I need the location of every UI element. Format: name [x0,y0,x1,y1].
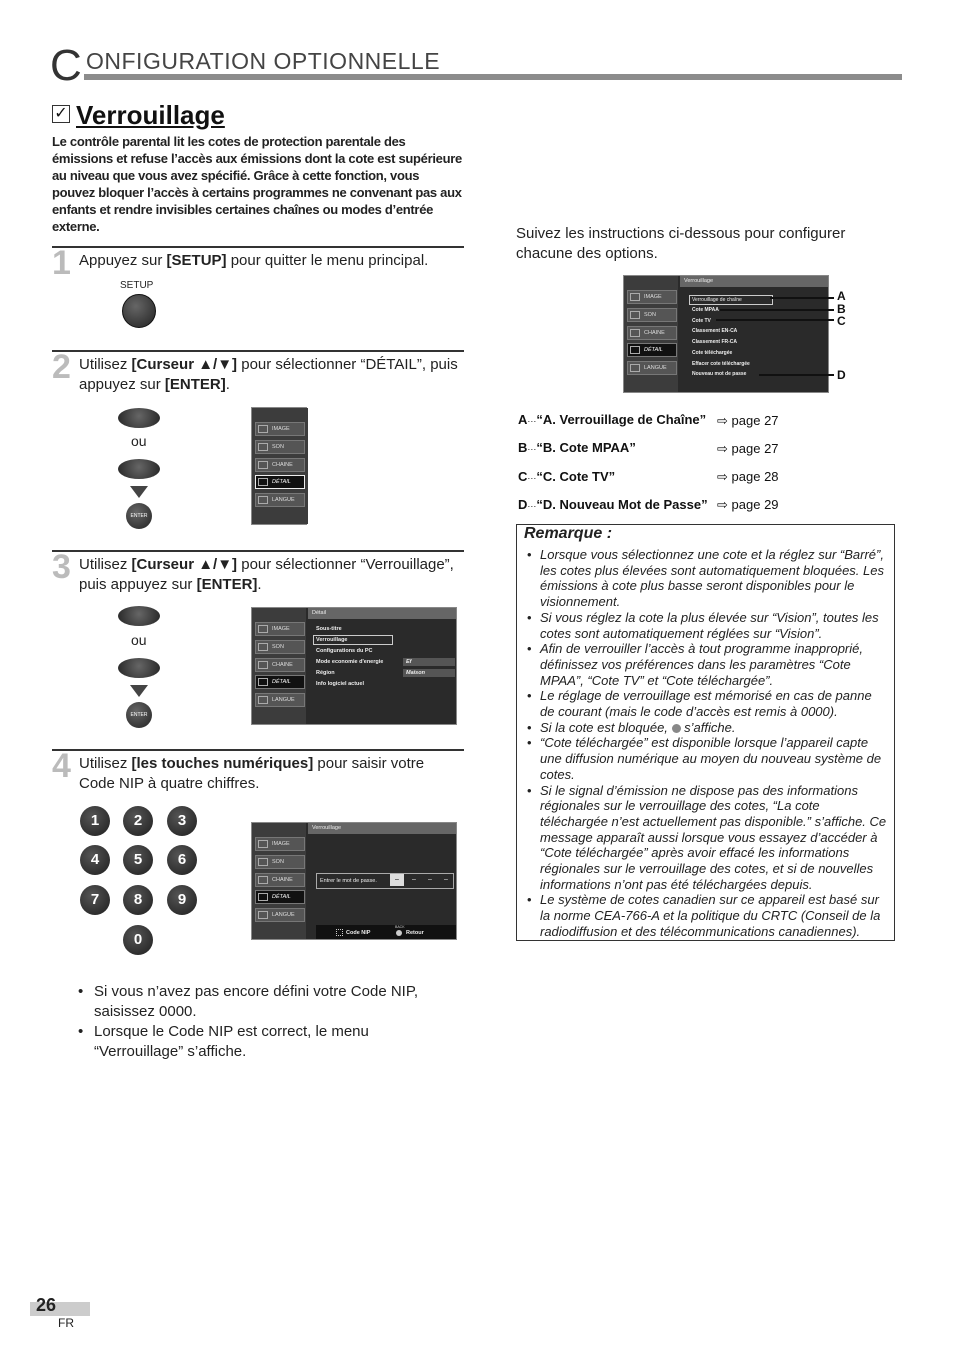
number-key-9[interactable]: 9 [167,885,197,915]
step-2-post: . [225,376,230,393]
right-intro: Suivez les instructions ci-dessous pour configurer chacune des options. [516,225,846,262]
lock-icon [672,724,681,733]
language-icon [258,496,268,504]
channel-icon [258,876,268,884]
header-initial: C [50,41,82,90]
remarque-item: • Lorsque vous sélectionnez une cote et la réglez sur “Barré”, les cotes plus élevées sont automatiquement bloquées. Les émissions à cote plus basse seront disponibles pour le visionnement. [525,547,887,610]
remarque-list [525,547,887,940]
lock-item: Classement EN-CA [692,328,738,334]
callout-line-a [770,297,834,299]
menu-item-langue: LANGUE [255,493,305,507]
callout-c: C [837,314,846,328]
page-language: FR [58,1316,74,1330]
setup-label: SETUP [120,280,154,291]
language-icon [258,696,268,704]
detail-item-selected: Verrouillage [313,635,393,645]
step-3-pre: Utilisez [79,556,132,573]
channel-icon [258,661,268,669]
step-4-text [79,754,464,794]
lock-item: Nouveau mot de passe [692,371,747,377]
ref-page-d[interactable]: ⇨ page 29 [717,497,779,512]
number-key-6[interactable]: 6 [167,845,197,875]
footer-back-label: Retour [406,930,424,936]
step-1-pre: Appuyez sur [79,252,167,269]
pin-note: • Lorsque le Code NIP est correct, le menu “Verrouillage” s’affiche. [76,1022,448,1062]
checkbox-icon: ✓ [52,105,70,123]
sound-icon [630,311,640,319]
number-key-1[interactable]: 1 [80,806,110,836]
number-key-8[interactable]: 8 [123,885,153,915]
step-2-number: 2 [52,348,71,386]
number-key-5[interactable]: 5 [123,845,153,875]
cursor-up-button[interactable] [118,408,160,428]
remarque-item: • Le système de cotes canadien sur ce appareil est basé sur la norme CEA-766-A et la politique du CRTC (Conseil de la radiodiffusion et des télécommunications canadiennes). [525,892,887,939]
main-menu-screen [251,407,307,525]
callout-d: D [837,368,846,382]
back-button-icon [396,930,402,936]
section-title-text: Verrouillage [76,100,225,130]
ref-row-c: C···“C. Cote TV” [518,469,616,484]
menu-item-detail: DÉTAIL [627,343,677,357]
step-1-key: [SETUP] [166,252,227,269]
energy-value: Ef [403,658,455,666]
image-icon [258,425,268,433]
callout-line-c [716,319,834,321]
ref-row-a: A···“A. Verrouillage de Chaîne” [518,412,707,427]
step-2-key: [Curseur ▲/▼] [131,356,238,373]
menu-item-detail: DÉTAIL [255,890,305,904]
pin-prompt: Entrer le mot de passe. [320,878,377,884]
menu-item-son: SON [255,440,305,454]
keypad-icon [336,929,343,936]
remarque-title: Remarque : [524,525,613,542]
step-3-key2: [ENTER] [196,576,258,593]
image-icon [258,840,268,848]
step-1-mid: pour quitter le menu principal. [226,252,429,269]
setup-button[interactable] [122,294,156,328]
step-3-number: 3 [52,548,71,586]
sound-icon [258,643,268,651]
remarque-item: • Si vous réglez la cote la plus élevée sur “Vision”, toutes les cotes sont automatiquement réglées sur “Vision”. [525,610,887,641]
section-title [52,100,225,131]
remarque-item: • “Cote téléchargée” est disponible lorsque l’appareil capte une diffusion numérique au moyen du nouveau système de cotes. [525,735,887,782]
language-icon [258,911,268,919]
menu-item-langue: LANGUE [627,361,677,375]
remarque-item: • Afin de verrouiller l’accès à tout programme inapproprié, définissez vos préférences dans les paramètres “Cote MPAA”, “Cote TV” et “Cote téléchargée”. [525,641,887,688]
cursor-up-button-2[interactable] [118,606,160,626]
step-4-mid: pour saisir votre Code NIP à quatre chiffres. [79,755,425,792]
arrow-down-icon [130,486,148,498]
step-4-rule [52,749,464,751]
lock-item-selected: Verrouillage de chaîne [689,295,773,305]
menu-item-image: IMAGE [255,622,305,636]
cursor-down-button[interactable] [118,459,160,479]
step-1-text [79,251,464,271]
step-4-pre: Utilisez [79,755,132,772]
ref-page-c[interactable]: ⇨ page 28 [717,469,779,484]
ref-page-a[interactable]: ⇨ page 27 [717,413,779,428]
menu-item-chaine: CHAINE [255,658,305,672]
region-value: Maison [403,669,455,677]
step-1-number: 1 [52,244,71,282]
ref-row-b: B···“B. Cote MPAA” [518,440,636,455]
lock-item: Cote MPAA [692,307,719,313]
image-icon [630,293,640,301]
page-number: 26 [36,1295,57,1315]
pin-digit-1[interactable]: – [390,874,404,886]
detail-icon [258,478,268,486]
step-2-mid: pour sélectionner “DÉTAIL”, puis appuyez sur [79,356,458,393]
number-key-4[interactable]: 4 [80,845,110,875]
detail-menu-screen [251,607,457,725]
channel-icon [258,461,268,469]
menu-item-son: SON [255,855,305,869]
number-key-2[interactable]: 2 [123,806,153,836]
menu-item-son: SON [255,640,305,654]
lock-item: Classement FR-CA [692,339,738,345]
step-3-mid: pour sélectionner “Verrouillage”, puis appuyez sur [79,556,454,593]
step-2-key2: [ENTER] [164,376,226,393]
remarque-box [516,524,895,941]
pin-menu-title: Verrouillage [308,823,456,834]
detail-item: Configurations du PC [316,648,373,654]
menu-item-image: IMAGE [255,422,305,436]
arrow-right-icon: ⇨ [717,413,728,428]
channel-icon [630,329,640,337]
callout-b: B [837,302,846,316]
step-4-number: 4 [52,747,71,785]
section-intro: Le contrôle parental lit les cotes de protection parentale des émissions et refuse l’accès aux émissions dont la cote est supérieure au niveau que vous avez spécifié. Grâce à cette fonction, vous pouvez bloquer l’accès à certains programmes ne convenant pas aux enfants et rendre invisibles certaines chaînes ou modes d’entrée externe. [52,134,462,234]
step-2-pre: Utilisez [79,356,132,373]
menu-item-image: IMAGE [627,290,677,304]
cursor-down-button-2[interactable] [118,658,160,678]
menu-item-image: IMAGE [255,837,305,851]
step-3-post: . [257,576,262,593]
step-3-text [79,555,464,595]
menu-item-detail: DÉTAIL [255,675,305,689]
remarque-item: • Si le signal d’émission ne dispose pas des informations régionales sur le verrouillage des cotes, “La cote téléchargée n’est actuellement pas disponible.” s’affiche. Ce message apparaît aussi lorsque vous essayez d’accéder à “Cote téléchargée” après avoir effacé les informations régionales sur le verrouillage des cotes, et si de nouvelles informations n’ont pas été téléchargées depuis. [525,783,887,893]
detail-icon [258,893,268,901]
pin-menu-screen [251,822,457,940]
lock-item: Cote téléchargée [692,350,733,356]
menu-item-chaine: CHAINE [627,326,677,340]
language-icon [630,364,640,372]
enter-button[interactable]: ENTER [126,503,152,529]
step-2-text [79,355,464,395]
step-2-rule [52,350,464,352]
menu-item-son: SON [627,308,677,322]
ref-row-d: D···“D. Nouveau Mot de Passe” [518,497,708,512]
detail-icon [258,678,268,686]
pin-digit-2[interactable]: – [412,876,416,883]
remarque-item: • Le réglage de verrouillage est mémorisé en cas de panne de courant (mais le code d’accès est remis à 0000). [525,688,887,719]
detail-item: Info logiciel actuel [316,681,364,687]
arrow-right-icon: ⇨ [717,497,728,512]
pin-notes [76,982,448,1062]
callout-line-d [759,374,834,376]
step-4-key: [les touches numériques] [131,755,314,772]
detail-item: Sous-titre [316,626,342,632]
menu-item-detail: DÉTAIL [255,475,305,489]
pin-digit-4[interactable]: – [444,876,448,883]
arrow-down-icon-2 [130,685,148,697]
header-title: ONFIGURATION OPTIONNELLE [86,48,441,74]
callout-a: A [837,289,846,303]
remarque-item-lock: • Si la cote est bloquée, s’affiche. [525,720,887,736]
number-key-7[interactable]: 7 [80,885,110,915]
lock-item: Effacer cote téléchargée [692,361,750,367]
ref-page-b[interactable]: ⇨ page 27 [717,441,779,456]
detail-item: Mode economie d'energie [316,659,384,665]
lock-item: Cote TV [692,318,711,324]
number-key-3[interactable]: 3 [167,806,197,836]
enter-button-2[interactable]: ENTER [126,702,152,728]
step-3-rule [52,550,464,552]
number-key-0[interactable]: 0 [123,925,153,955]
footer-back-key-label: BACK [395,925,405,929]
lock-menu-title: Verrouillage [680,276,828,287]
header-rule [84,74,902,80]
or-label: ou [131,433,147,449]
detail-item: Région [316,670,335,676]
detail-menu-title: Détail [308,608,456,619]
menu-item-langue: LANGUE [255,693,305,707]
detail-icon [630,346,640,354]
arrow-right-icon: ⇨ [717,469,728,484]
menu-item-chaine: CHAINE [255,873,305,887]
menu-item-chaine: CHAINE [255,458,305,472]
footer-code-label: Code NIP [346,930,371,936]
sound-icon [258,858,268,866]
step-1-rule [52,246,464,248]
callout-line-b [720,309,834,311]
step-3-key: [Curseur ▲/▼] [131,556,238,573]
pin-note: • Si vous n’avez pas encore défini votre Code NIP, saisissez 0000. [76,982,448,1022]
or-label-2: ou [131,632,147,648]
image-icon [258,625,268,633]
sound-icon [258,443,268,451]
menu-item-langue: LANGUE [255,908,305,922]
pin-digit-3[interactable]: – [428,876,432,883]
arrow-right-icon: ⇨ [717,441,728,456]
